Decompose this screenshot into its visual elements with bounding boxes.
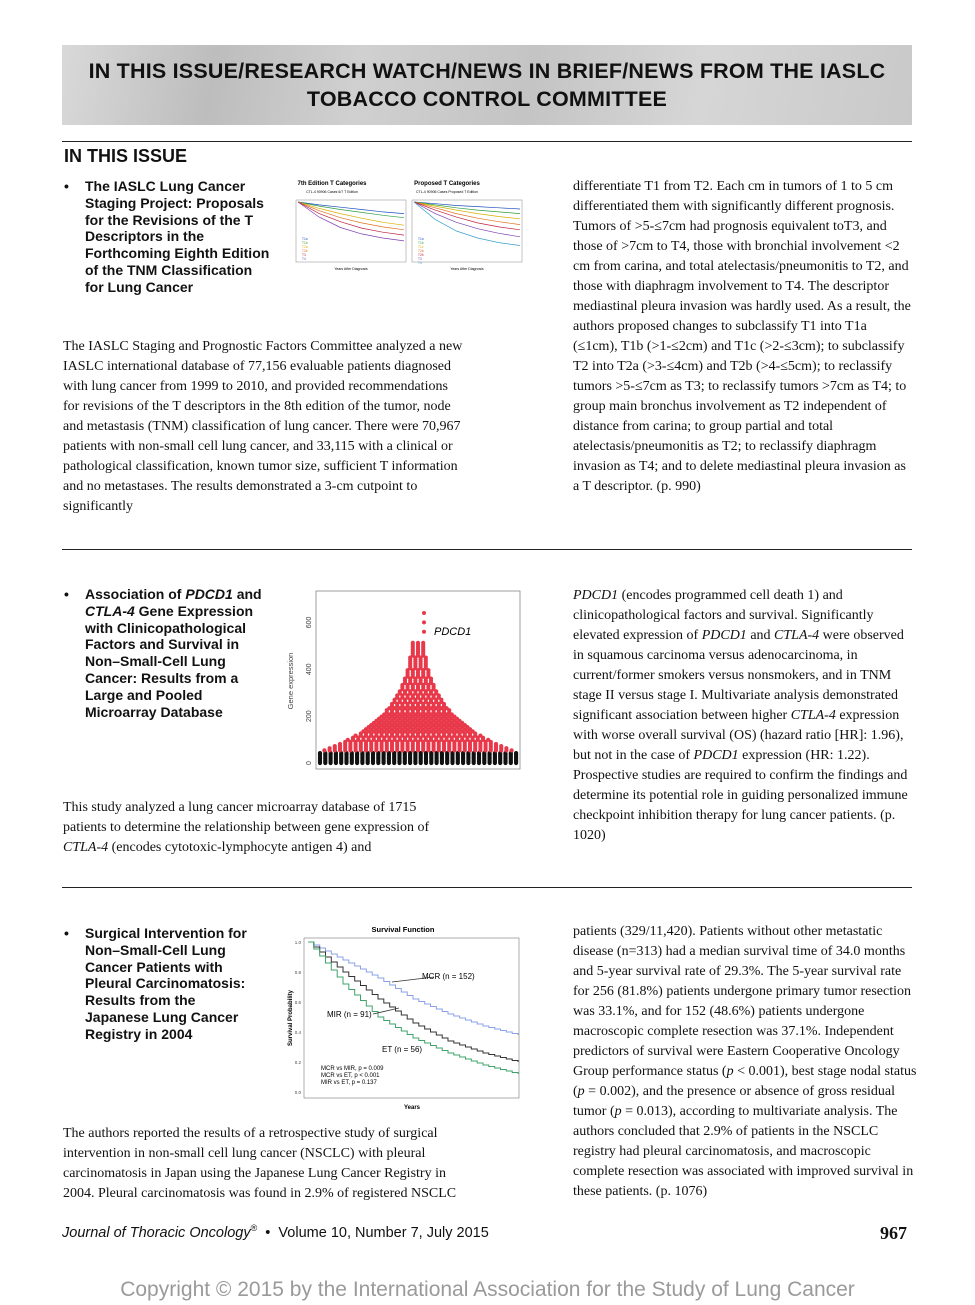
title-part: Gene Expression with Clinicopathological Factors and Survival in Non–Small-Cell Lung Cancer: Results from a Large and Pooled Microarray Database xyxy=(85,602,254,720)
text-run: rimary tumor resection was 33.1%, and for 152 (48.6%) xyxy=(573,984,911,1019)
text-run: atients undergone xyxy=(673,984,776,999)
gene-name: p xyxy=(726,1064,734,1079)
chart-7th-edition xyxy=(296,181,406,271)
data-point-high xyxy=(338,742,342,746)
bullet-marker: • xyxy=(64,586,69,602)
text-run: erative Oncology Grou xyxy=(573,1044,900,1079)
legend-t2a: T2a xyxy=(302,245,308,249)
text-run: and xyxy=(746,628,775,643)
text-run: p xyxy=(687,1084,695,1099)
journal-name: Journal of Thoracic Oncology xyxy=(62,1224,251,1241)
series-line-t4 xyxy=(298,202,404,241)
legend-t3: T3 xyxy=(418,257,422,261)
legend-t2b: T2b xyxy=(302,249,308,253)
data-point-high xyxy=(411,641,415,645)
text-run: p xyxy=(751,1124,759,1139)
data-point-high xyxy=(328,746,332,750)
data-point-high xyxy=(504,746,508,750)
text-run: endent xyxy=(856,1024,894,1039)
bullet-marker: • xyxy=(64,178,69,194)
chart-proposed-xlabel: Years After Diagnosis xyxy=(450,267,484,271)
ytick-label: 0.4 xyxy=(294,1030,301,1035)
page-number: 967 xyxy=(880,1223,907,1243)
ytick-label: 0.2 xyxy=(294,1060,301,1065)
ytick-label: 1.0 xyxy=(294,940,301,945)
text-run: were observed in squamous carcinoma versus adenocarcinoma, in current/former smokers versus nonsmokers, and in TNM stage II versus stage I. Multivariate analysis demonstrated significant association between higher xyxy=(573,628,904,723)
text-run: p xyxy=(660,1184,668,1199)
survival-ylabel: Survival Probability xyxy=(288,989,294,1047)
data-point-high xyxy=(494,742,498,746)
registered-mark: ® xyxy=(250,1223,258,1233)
text-run: roved survival in these xyxy=(573,1164,914,1199)
chart-proposed-lines xyxy=(414,202,520,265)
text-run: lete resection was associated with im xyxy=(604,1164,812,1179)
title-gene-pdcd1: PDCD1 xyxy=(185,586,233,602)
legend-t2a: T2a xyxy=(418,249,424,253)
ytick-label: 0 xyxy=(306,761,313,765)
text-run: resence or absence of gross residual tumor ( xyxy=(573,1084,896,1119)
survival-curve-et xyxy=(308,942,518,1074)
ytick-label: 0.0 xyxy=(294,1090,301,1095)
legend-t4: T4 xyxy=(418,261,422,265)
article-2-title[interactable] xyxy=(85,586,265,720)
survival-function-figure xyxy=(284,922,524,1114)
text-run: leural carcinomatosis, and macrosco xyxy=(649,1144,854,1159)
text-part xyxy=(573,924,916,1199)
banner-title-line2: TOBACCO CONTROL COMMITTEE xyxy=(306,87,668,111)
survival-xlabel: Years xyxy=(403,1105,421,1111)
text-run: p xyxy=(666,984,674,999)
chart-7th-subtitle: CTL-4 90906 Cases 6/7 T Edition xyxy=(306,190,358,194)
chart-proposed xyxy=(412,181,522,271)
data-point-high xyxy=(322,748,326,752)
article-1-left-text: The IASLC Staging and Prognostic Factors Committee analyzed a new IASLC international database of 77,156 evaluable patients diagnosed with lung cancer from 1999 to 2010, and provided recommendations for revisions of the T descriptors in the 8th edition of the tumor, node and metastasis (TNM) classification of lung cancer. There were 70,967 patients with non-small cell lung cancer, and 33,115 with a clinical or pathological classification, known tumor size, sufficient T information and no metastases. The results demonstrated a 3-cm cutpoint to significantly xyxy=(63,339,463,514)
banner-title-line1: IN THIS ISSUE/RESEARCH WATCH/NEWS IN BRIEF/NEWS FROM THE IASLC xyxy=(88,59,886,83)
page-banner xyxy=(62,45,912,125)
text-run: (encodes programmed cell death 1) and clinicopathological factors and survival. Significantly elevated expression of xyxy=(573,588,874,643)
bullet-marker: • xyxy=(64,925,69,941)
text-run: p xyxy=(775,984,783,999)
title-part: Association of xyxy=(85,586,186,602)
text-run: < 0.001), best stage nodal status ( xyxy=(573,1064,917,1099)
text-run: p xyxy=(853,1144,861,1159)
data-point-outlier xyxy=(422,611,426,615)
data-point-low xyxy=(514,751,518,755)
article-2-left-text xyxy=(63,798,443,858)
gene-name: PDCD1 xyxy=(701,628,747,643)
article-2-right-text xyxy=(573,586,918,846)
text-run: atients. ( xyxy=(612,1184,661,1199)
series-line-t3 xyxy=(414,202,520,237)
title-gene-ctla4: CTLA-4 xyxy=(85,602,135,619)
pdcd1-series-label: PDCD1 xyxy=(434,626,472,638)
legend-t1b: T1b xyxy=(418,241,424,245)
legend-t1c: T1c xyxy=(418,245,424,249)
series-label-et: ET (n = 56) xyxy=(382,1045,423,1054)
legend-t1a: T1a xyxy=(302,237,308,241)
series-label-mir: MIR (n = 91) xyxy=(327,1010,372,1019)
survival-chart-title: Survival Function xyxy=(371,925,435,934)
title-part: and xyxy=(232,586,262,602)
journal-details: • Volume 10, Number 7, July 2015 xyxy=(257,1224,489,1241)
annotation-mcr-et: MCR vs ET, p < 0.001 xyxy=(321,1073,380,1079)
text-run: p xyxy=(626,1024,634,1039)
copyright-notice: Copyright © 2015 by the International Association for the Study of Lung Cancer xyxy=(120,1278,855,1301)
data-point-outlier xyxy=(422,630,426,634)
survival-curve-mir xyxy=(308,942,518,1062)
ytick-label: 0.6 xyxy=(294,1000,301,1005)
text-run: atients (329/11,420). Patients without other metastatic disease (n=313) had a median survival time of 34.0 months and 5-year survival rate of 29.3%. The 5-year survival rate for 256 (81.8%) xyxy=(573,924,906,999)
section-divider-1 xyxy=(62,549,912,550)
data-point-high xyxy=(354,733,358,737)
article-3-right-text xyxy=(573,922,918,1202)
gene-name: p xyxy=(577,1084,585,1099)
gene-name: PDCD1 xyxy=(573,588,619,603)
chart-proposed-subtitle: CTL-4 90906 Cases Proposed T Edition xyxy=(416,190,478,194)
data-point-outlier xyxy=(422,620,426,624)
annotation-mcr-mir: MCR vs MIR, p = 0.009 xyxy=(321,1066,384,1072)
article-3-left-text: The authors reported the results of a retrospective study of surgical intervention in non-small cell lung cancer (NSCLC) with pleural carcinomatosis in Japan using the Japanese Lung Cancer Registry in 2004. Pleural carcinomatosis was found in 2.9% of registered NSCLC xyxy=(63,1126,457,1201)
annotation-mir-et: MIR vs ET, p = 0.137 xyxy=(321,1080,377,1086)
ytick-label: 600 xyxy=(306,616,313,629)
text-run: p xyxy=(849,1024,857,1039)
legend-t1b: T1b xyxy=(302,241,308,245)
data-point-high xyxy=(416,641,420,645)
legend-t2b: T2b xyxy=(418,253,424,257)
pdcd1-ylabel: Gene expression xyxy=(286,652,295,710)
text-run: atients undergone macrosco xyxy=(573,1004,865,1039)
text-run: . 1076) xyxy=(667,1184,708,1199)
text-run: p xyxy=(642,1144,650,1159)
text-run: lete resection was 37.1%. Inde xyxy=(678,1024,850,1039)
text-run: = 0.013), according to multivariate analysis. The authors concluded that 2.9% of xyxy=(573,1104,898,1139)
data-point-low xyxy=(318,751,322,755)
pdcd1-yticks xyxy=(306,616,313,764)
series-line-t1a xyxy=(298,202,404,214)
text-run: = 0.002), and the xyxy=(584,1084,688,1099)
data-point-high xyxy=(421,641,425,645)
banner-title xyxy=(89,57,886,113)
section-divider-2 xyxy=(62,887,912,888)
data-point-high xyxy=(478,733,482,737)
data-point-high xyxy=(346,738,350,742)
gene-name: CTLA-4 xyxy=(63,840,109,855)
series-line-t4 xyxy=(414,202,520,246)
text-part xyxy=(573,588,908,843)
text-run: p xyxy=(612,1064,620,1079)
text-run: p xyxy=(601,1064,609,1079)
text-run: p xyxy=(597,1164,605,1179)
text-run: This study analyzed a lung cancer microarray database of 1715 patients to determine the relationship between gene expression of xyxy=(63,800,430,835)
survival-yticks xyxy=(295,940,302,1095)
journal-citation xyxy=(62,1223,489,1241)
text-run: p xyxy=(671,1024,679,1039)
text-run: atients in the NSCLC registry had xyxy=(573,1124,879,1159)
pdcd1-points xyxy=(318,611,518,765)
data-point-high xyxy=(510,748,514,752)
legend-t4: T4 xyxy=(302,257,306,261)
text-run: erformance status ( xyxy=(619,1064,727,1079)
data-point-high xyxy=(499,744,503,748)
pdcd1-expression-figure xyxy=(284,585,524,775)
ytick-label: 200 xyxy=(306,710,313,722)
text-run: ic com xyxy=(573,1144,871,1179)
text-run: (encodes cytotoxic-lymphocyte antigen 4) and xyxy=(108,840,372,855)
gene-name: PDCD1 xyxy=(693,748,739,763)
text-run: ic com xyxy=(633,1024,672,1039)
text-run: p xyxy=(795,1044,803,1059)
legend-t1a: T1a xyxy=(418,237,424,241)
text-run: p xyxy=(758,1004,766,1019)
ytick-label: 400 xyxy=(306,663,313,676)
text-run: p xyxy=(573,1044,580,1059)
section-title: IN THIS ISSUE xyxy=(64,146,188,166)
text-run: p xyxy=(573,924,580,939)
ytick-label: 0.8 xyxy=(294,970,301,975)
gene-name: CTLA-4 xyxy=(774,628,820,643)
article-3-title[interactable]: Surgical Intervention for Non–Small-Cell Lung Cancer Patients with Pleural Carcinomatosis: Results from the Japanese Lung Cancer Registry in 2004 xyxy=(85,925,247,1042)
chart-7th-xlabel: Years After Diagnosis xyxy=(334,267,368,271)
data-point-high xyxy=(333,744,337,748)
chart-7th-title: 7th Edition T Categories xyxy=(297,181,367,187)
text-run: expression (HR: 1.22). Prospective studies are required to confirm the findings and determine its potential role in guiding personalized immune checkpoint inhibition therapy for lung cancer patients. (p. 1020) xyxy=(573,748,908,843)
text-run: expression with worse overall survival (OS) (hazard ratio [HR]: 1.96), but not in the case of xyxy=(573,708,904,763)
chart-proposed-title: Proposed T Categories xyxy=(414,181,480,187)
t-categories-figure xyxy=(284,176,534,276)
text-run: p xyxy=(811,1164,819,1179)
gene-name: p xyxy=(614,1104,622,1119)
text-run: redictors of survival were Eastern Coo xyxy=(580,1044,796,1059)
gene-name: CTLA-4 xyxy=(790,708,836,723)
article-1-title[interactable]: The IASLC Lung Cancer Staging Project: Proposals for the Revisions of the T Descriptors in the Forthcoming Eighth Edition of the TNM Classification for Lung Cancer xyxy=(85,178,270,295)
data-point-high xyxy=(486,738,490,742)
legend-t3: T3 xyxy=(302,253,306,257)
survival-curves xyxy=(308,942,518,1074)
section-rule-top xyxy=(62,141,912,142)
text-run: p xyxy=(605,1184,613,1199)
series-label-mcr: MCR (n = 152) xyxy=(422,972,475,981)
text-part xyxy=(63,800,429,855)
chart-7th-lines xyxy=(298,202,404,261)
article-1-right-text: differentiate T1 from T2. Each cm in tumors of 1 to 5 cm differentiated them with significantly different prognosis. Tumors of >5-≤7cm had prognosis equivalent toT3, and those of >7cm to T4, those with bronchial involvement <2 cm from carina, and total atelectasis/pneumonitis to T2, and those with diaphragm involvement to T4. The descriptor mediastinal pleura invasion was hardly used. As a result, the authors proposed changes to subclassify T1 into T1a (≤1cm), T1b (>1-≤2cm) and T1c (>2-≤3cm); to subclassify T2 into T2a (>3-≤4cm) and T2b (>4-≤5cm); to reclassify tumors >5-≤7cm as T3; to reclassify tumors >7cm as T4; to group main bronchus involvement as T2 independent of distance from carina; to group partial and total atelectasis/pneumonitis as T2; to reclassify diaphragm invasion as T4; and to delete mediastinal pleura invasion as a T descriptor. (p. 990) xyxy=(573,179,911,494)
